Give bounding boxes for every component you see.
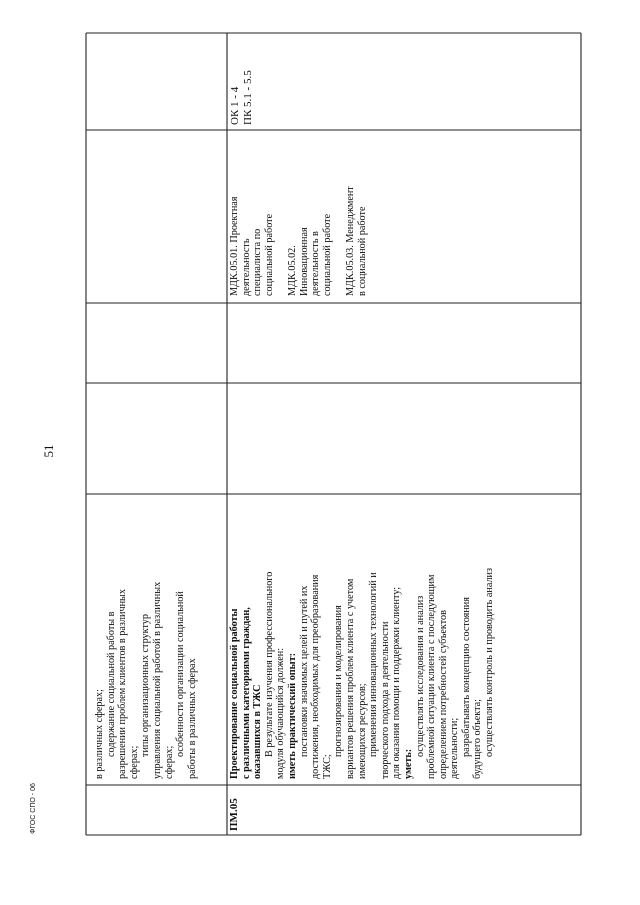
- text-line: будущего объекта;: [472, 698, 484, 779]
- competency-item: ПК 5.1 - 5.5: [241, 70, 254, 125]
- mdk-line: МДК.05.03. Менеджмент: [344, 186, 356, 296]
- text-line: разрабатывать концепцию состояния: [460, 597, 472, 757]
- text-line: прогнозирования и моделирования: [333, 605, 345, 757]
- text-line: сферах;: [163, 745, 175, 779]
- competency-item: ОК 1 - 4: [229, 86, 241, 125]
- text-line: сферах;: [128, 745, 140, 779]
- mdk-line: МДК.05.02.: [286, 245, 298, 296]
- text-line: с различными категориями граждан,: [240, 607, 252, 779]
- text-line: осуществлять контроль и проводить анализ: [484, 567, 496, 757]
- text-line: оказавшихся в ТЖС: [252, 684, 264, 779]
- mdk-line: Инновационная: [298, 227, 310, 296]
- text-line: работы в различных сферах: [186, 658, 198, 779]
- mdk-line: [333, 186, 345, 296]
- text-line: уметь:: [402, 748, 414, 779]
- mdk-line: деятельность: [240, 238, 252, 296]
- text-line: разрешении проблем клиентов в различных: [117, 589, 129, 779]
- text-line: типы организационных структур: [140, 614, 152, 757]
- text-line: В результате изучения профессионального: [263, 571, 275, 757]
- mdk-line: МДК.05.01. Проектная: [229, 196, 240, 296]
- text-line: содержание социальной работы в: [105, 611, 117, 757]
- mdk-line: в социальной работе: [356, 206, 368, 296]
- mdk-line: [275, 186, 287, 296]
- text-line: иметь практический опыт:: [286, 652, 298, 779]
- text-line: достижения, необходимых для преобразования: [310, 574, 322, 779]
- page-number: 51: [41, 444, 56, 458]
- module-code: ПМ.05: [228, 798, 240, 831]
- text-line: проблемной ситуации клиента с последующим: [426, 574, 438, 779]
- text-line: Проектирование социальной работы: [229, 608, 240, 779]
- prev-row-content: [94, 582, 198, 779]
- text-line: творческого подхода в деятельности: [379, 621, 391, 779]
- mdk-line: специалиста по: [252, 228, 264, 296]
- text-line: деятельности;: [449, 717, 461, 779]
- text-line: в различных сферах;: [94, 689, 105, 779]
- text-line: применения инновационных технологий и: [368, 572, 380, 757]
- text-line: особенности организации социальной: [175, 591, 187, 757]
- text-line: определением потребностей субъектов: [437, 610, 449, 779]
- text-line: постановки значимых целей и путей их: [298, 585, 310, 757]
- text-line: имеющихся ресурсов;: [356, 683, 368, 779]
- text-line: для оказания помощи и поддержки клиенту;: [391, 586, 403, 779]
- mdk-list: [229, 186, 368, 296]
- mdk-line: социальной работе: [263, 213, 275, 296]
- text-line: управления социальной работой в различных: [151, 581, 163, 779]
- text-line: ТЖС;: [321, 754, 333, 779]
- mdk-line: деятельность в: [310, 231, 322, 296]
- competencies: [229, 70, 254, 125]
- module-content: [229, 568, 496, 779]
- footer-label: ФГОС СПО - 06: [29, 783, 37, 834]
- mdk-line: социальной работе: [321, 213, 333, 296]
- text-line: вариантов решения проблем клиента с учетом: [344, 578, 356, 779]
- text-line: модуля обучающийся должен:: [275, 647, 287, 779]
- text-line: осуществлять исследования и анализ: [414, 595, 426, 757]
